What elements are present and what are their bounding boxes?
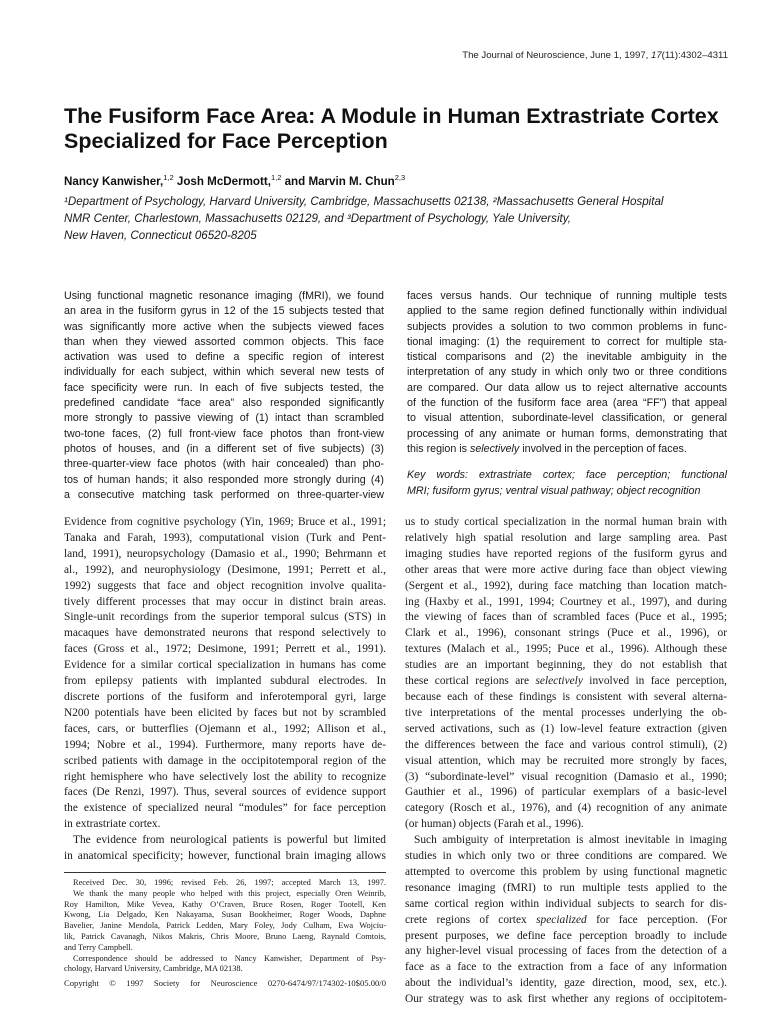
body-right-column: [405, 515, 727, 1008]
body-line: the differences between the face and various control stimuli), (2): [405, 738, 727, 751]
abstract-line: Using functional magnetic resonance imaging (fMRI), we found: [64, 290, 384, 302]
footnote-line: lik, Patrick Cavanagh, Nikos Makris, Chris Moore, Bruno Laeng, Raynald Comtois,: [64, 931, 386, 941]
abstract-text: this region is: [407, 442, 470, 455]
abstract-line: faces versus hands. Our technique of running multiple tests: [407, 290, 727, 302]
body-line: studies are an important beginning, they do not establish that: [405, 659, 727, 672]
body-line: 1992) suggests that face and object recognition involve qualita-: [64, 579, 386, 592]
abstract-line: processing of any animate or human forms, demonstrating that: [407, 427, 727, 440]
footnotes: [64, 872, 386, 989]
abstract-line: more strongly to passive viewing of (1) intact than scrambled: [64, 412, 384, 425]
footnote-line: Kwong, Lia Delgado, Ken Nakayama, Susan Bookheimer, Roger Woods, Daphne: [64, 910, 386, 920]
body-line: tive interpretations of the mental processes underlying the ob-: [405, 706, 727, 719]
body-line: in anatomical specificity; however, functional brain imaging allows: [64, 850, 386, 863]
body-line: present purposes, we define face perception broadly to include: [405, 929, 727, 942]
journal-citation: [462, 50, 728, 61]
body-line: (or human) objects (Farah et al., 1996).: [405, 818, 584, 831]
footnote-correspondence: [64, 954, 386, 976]
abstract-line: to visual attention, subordinate-level classification, or general: [407, 412, 727, 425]
body-line: faces (De Renzi, 1997). Thus, several sources of evidence support: [64, 786, 386, 799]
abstract-emphasis: selectively: [469, 442, 520, 455]
footnote-line: Correspondence should be addressed to Nancy Kanwisher, Department of Psy-: [73, 953, 386, 963]
abstract-line: was significantly more active when the subjects viewed faces: [64, 320, 384, 333]
author-mcdermott: Josh McDermott,: [173, 174, 271, 188]
author-kanwisher: Nancy Kanwisher,: [64, 174, 164, 188]
copyright-line: Copyright © 1997 Society for Neuroscience 0270-6474/97/174302-10$05.00/0: [64, 978, 386, 989]
body-emphasis: selectively: [535, 675, 583, 688]
body-line: faces (Gross et al., 1972; Desimone, 1991; Perrett et al., 1991).: [64, 643, 386, 656]
affiliation-line: New Haven, Connecticut 06520-8205: [64, 228, 257, 242]
body-line: right hemisphere who have selectively lost the ability to recognize: [64, 770, 386, 783]
abstract-line: an area in the fusiform gyrus in 12 of the 15 subjects tested that: [64, 305, 384, 318]
body-line: Tanaka and Farah, 1993), computational vision (Turk and Pent-: [64, 531, 386, 544]
journal-issue-pages: (11):4302–4311: [661, 50, 728, 61]
body-line: because each of these findings is consistent with several alterna-: [405, 690, 727, 703]
abstract-text: involved in the perception of faces.: [519, 442, 687, 455]
author-chun: and Marvin M. Chun: [281, 174, 395, 188]
body-line: Clark et al., 1996), consonant strings (Puce et al., 1996), or: [405, 627, 727, 640]
body-line: ing (Haxby et al., 1991, 1994; Courtney et al., 1997), and during: [405, 595, 727, 608]
abstract-line: photos of houses, and (in a different set of five subjects) (3): [64, 442, 384, 455]
journal-name: The Journal of Neuroscience, June 1, 1997,: [462, 50, 651, 61]
body-line: Gauthier et al., 1996) of particular exemplars of a basic-level: [405, 786, 727, 799]
journal-volume: 17: [651, 50, 662, 61]
body-line: attempted to overcome this problem by using functional magnetic: [405, 865, 727, 878]
body-text: [64, 515, 727, 1008]
body-line: face as a face to the extraction from a face of any information: [405, 961, 727, 974]
footnote-line: Bavelier, Janine Mendola, Patrick Ledden, Mary Foley, Jody Culham, Ewa Wojciu-: [64, 921, 386, 931]
author-affiliation-mark: 1,2: [163, 173, 174, 182]
author-list: [64, 173, 405, 188]
body-text-run: for face perception. (For: [586, 913, 728, 926]
affiliation-line: NMR Center, Charlestown, Massachusetts 02129, and ³Department of Psychology, Yale University,: [64, 211, 571, 225]
body-line: The evidence from neurological patients is powerful but limited: [73, 834, 386, 847]
body-line: about the individual’s identity, gaze direction, mood, sex, etc.).: [405, 977, 727, 990]
abstract-right-column: [407, 289, 727, 503]
body-emphasis: specialized: [536, 913, 587, 926]
abstract-line: applied to the same region defined functionally within individual: [407, 305, 727, 318]
abstract-line: of the function of the fusiform face area (area “FF”) that appeal: [407, 397, 727, 410]
body-line: macaques have demonstrated neurons that respond selectively to: [64, 627, 386, 640]
abstract-line: face specificity were run. In each of five subjects tested, the: [64, 381, 384, 394]
body-line: land, 1991), neuropsychology (Damasio et al., 1990; Behrmann et: [64, 547, 386, 560]
abstract-line: than when they viewed assorted common objects. This face: [64, 335, 384, 348]
keywords: [407, 468, 727, 499]
body-line: imaging studies have reported regions of the fusiform gyrus and: [405, 547, 727, 560]
affiliation-line: ¹Department of Psychology, Harvard University, Cambridge, Massachusetts 02138, ²Massachusetts General Hospital: [64, 195, 664, 208]
keywords-line: Key words: extrastriate cortex; face perception; functional: [407, 469, 727, 482]
body-line: textures (Malach et al., 1995; Puce et al., 1996). Although these: [405, 643, 727, 656]
body-line: same cortical region within individual subjects to search for dis-: [405, 897, 727, 910]
abstract-line: predefined candidate “face area” also responded significantly: [64, 397, 384, 410]
abstract-line: two-tone faces, (2) full front-view face photos than front-view: [64, 427, 384, 440]
body-line: Such ambiguity of interpretation is almost inevitable in imaging: [414, 834, 727, 847]
body-text-run: crete regions of cortex: [405, 913, 537, 926]
abstract-line: three-quarter-view face photos (with hair concealed) than pho-: [64, 458, 384, 471]
affiliations: [64, 194, 704, 244]
abstract-line: a consecutive matching task performed on three-quarter-view: [64, 488, 384, 501]
body-line: visual attention, which may be recruited more strongly by faces,: [405, 754, 727, 767]
body-line: Our strategy was to ask first whether any regions of occipitotem-: [405, 993, 727, 1006]
body-text-run: involved in face perception,: [582, 675, 727, 688]
body-line: al., 1992), and neurophysiology (Desimone, 1991; Perrett et al.,: [64, 563, 386, 576]
body-line: scribed patients with damage in the occipitotemporal region of the: [64, 754, 386, 767]
body-line: resonance imaging (fMRI) to run multiple tests applied to the: [405, 881, 727, 894]
body-line: relatively high spatial resolution and large sampling area. Past: [405, 531, 727, 544]
keywords-line: MRI; fusiform gyrus; ventral visual pathway; object recognition: [407, 484, 701, 497]
body-line: category (Rosch et al., 1976), and (4) recognition of any animate: [405, 802, 727, 815]
body-line: [405, 913, 727, 929]
author-affiliation-mark: 1,2: [270, 173, 282, 182]
body-line: Evidence from cognitive psychology (Yin, 1969; Bruce et al., 1991;: [64, 516, 386, 528]
body-text-run: these cortical regions are: [405, 675, 536, 688]
body-line: served activations, such as (1) low-level feature extraction (given: [405, 722, 727, 735]
abstract-line: tos of human hands; it also responded more strongly during (4): [64, 473, 384, 486]
paper-title: The Fusiform Face Area: A Module in Human Extrastriate Cortex Specialized for Face Perception: [64, 104, 719, 153]
footnote-line: and Terry Campbell.: [64, 942, 133, 952]
abstract-line: tional imaging: (1) the requirement to correct for multiple sta-: [407, 335, 727, 348]
footnote-line: chology, Harvard University, Cambridge, MA 02138.: [64, 964, 243, 974]
abstract-line: [407, 442, 727, 457]
body-left-column: [64, 515, 386, 1008]
body-line: faces, cars, or butterflies (Ojemann et al., 1992; Allison et al.,: [64, 722, 386, 735]
author-affiliation-mark: 2,3: [394, 173, 406, 182]
abstract-left-column: [64, 289, 384, 503]
body-line: studies in which only two or three conditions are compared. We: [405, 850, 727, 863]
body-line: in extrastriate cortex.: [64, 818, 161, 831]
footnote-line: Roy Hamilton, Mike Vevea, Kathy O’Craven, Bruce Rosen, Roger Tootell, Ken: [64, 899, 386, 909]
body-line: the existence of specialized neural “modules” for face perception: [64, 802, 386, 815]
body-line: discrete portions of the fusiform and inferotemporal gyri, large: [64, 690, 386, 703]
body-line: N200 potentials have been elicited by faces but not by scrambled: [64, 706, 386, 719]
body-line: any higher-level visual processing of faces from the detection of a: [405, 945, 727, 958]
footnote-line: We thank the many people who helped with this project, especially Oren Weinrib,: [73, 888, 386, 898]
abstract-line: are compared. Our data allow us to reject alternative accounts: [407, 381, 727, 394]
body-line: Single-unit recordings from the superior temporal sulcus (STS) in: [64, 611, 386, 624]
abstract-line: tistical comparisons and (2) the inevitable ambiguity in the: [407, 351, 727, 364]
body-line: other areas that were more active during face than object viewing: [405, 563, 727, 576]
abstract-line: individually for each subject, within which several new tests of: [64, 366, 384, 379]
body-line: the viewing of faces than of scrambled faces (Puce et al., 1995;: [405, 611, 727, 624]
body-line: us to study cortical specialization in the normal human brain with: [405, 516, 727, 528]
abstract-line: activation was used to define a specific region of interest: [64, 351, 384, 364]
body-line: [405, 674, 727, 690]
body-line: from epilepsy patients with implanted subdural electrodes. In: [64, 675, 386, 688]
body-line: tively different processes that may occur in distinct brain areas.: [64, 595, 386, 608]
footnote-acknowledgments: [64, 889, 386, 954]
footnote-received: Received Dec. 30, 1996; revised Feb. 26, 1997; accepted March 13, 1997.: [73, 877, 386, 887]
body-line: (Sergent et al., 1992), during face matching than location match-: [405, 579, 727, 592]
body-line: (3) “subordinate-level” visual recognition (Damasio et al., 1990;: [405, 770, 727, 783]
body-line: Evidence for a similar cortical specialization in humans has come: [64, 659, 386, 672]
abstract-line: interpretation of any study in which only two or three conditions: [407, 366, 727, 379]
abstract: [64, 289, 727, 503]
body-line: 1994; Nobre et al., 1994). Furthermore, many reports have de-: [64, 738, 386, 751]
abstract-line: subjects provides a solution to two common problems in func-: [407, 320, 727, 333]
